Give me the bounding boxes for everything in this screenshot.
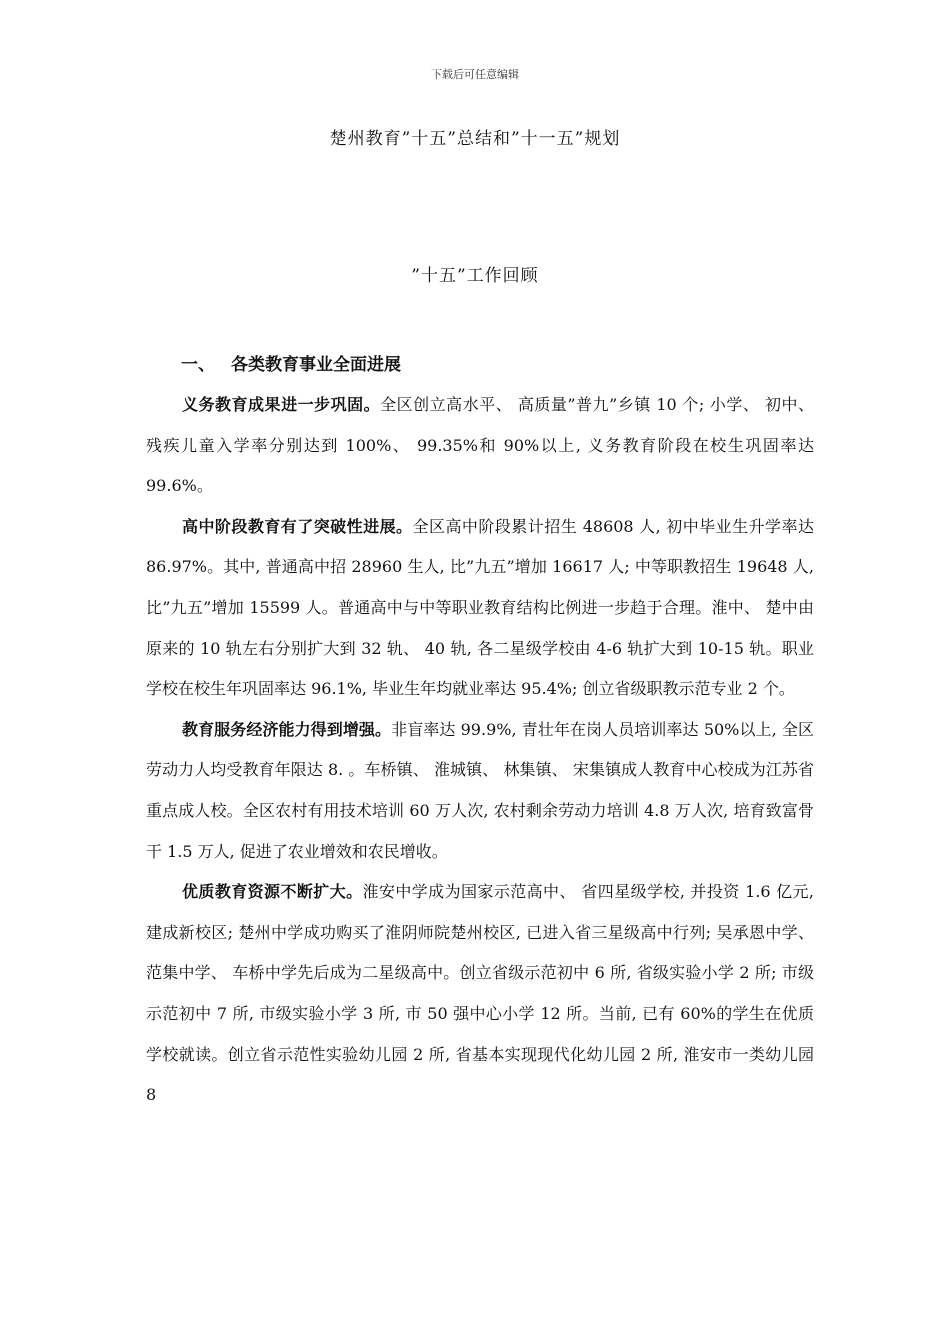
paragraph-lead: 高中阶段教育有了突破性进展。 bbox=[182, 516, 413, 536]
paragraph-lead: 教育服务经济能力得到增强。 bbox=[182, 719, 392, 739]
paragraph-body: 淮安中学成为国家示范高中、 省四星级学校, 并投资 1.6 亿元, 建成新校区; 楚州中学成功购买了淮阴师院楚州校区, 已进入省三星级高中行列; 吴承恩中学、 范集中学、 车桥中学先后成为二星级高中。创立省级示范初中 6 所, 省级实验小学 2 所; 市级示范初中 7 所, 市级实验小学 3 所, 市 50 强中心小学 12 所。当前, 已有 60%的学生在优质学校就读。创立省示范性实验幼儿园 2 所, 省基本实现现代化幼儿园 2 所, 淮安市一类幼儿园 8 bbox=[146, 882, 814, 1105]
heading-number: 一、 bbox=[181, 355, 215, 375]
body-text bbox=[146, 385, 814, 1116]
paragraph-quality-resources bbox=[146, 872, 814, 1116]
paragraph-lead: 义务教育成果进一步巩固。 bbox=[182, 395, 381, 414]
paragraph-high-school-education bbox=[146, 507, 814, 710]
paragraph-economic-service bbox=[146, 710, 814, 872]
paragraph-body: 全区高中阶段累计招生 48608 人, 初中毕业生升学率达 86.97%。其中, 普通高中招 28960 生人, 比”九五”增加 16617 人; 中等职教招生 19648 人, 比”九五”增加 15599 人。普通高中与中等职业教育结构比例进一步趋于合理。淮中、 楚中由原来的 10 轨左右分别扩大到 32 轨、 40 轨, 各二星级学校由 4-6 轨扩大到 10-15 轨。职业学校在校生年巩固率达 96.1%, 毕业生年均就业率达 95.4%; 创立省级职教示范专业 2 个。 bbox=[146, 516, 814, 699]
heading-level-1 bbox=[181, 350, 401, 375]
section-title: ”十五”工作回顾 bbox=[411, 266, 539, 286]
paragraph-compulsory-education bbox=[146, 385, 814, 507]
paragraph-body: 全区创立高水平、 高质量”普九”乡镇 10 个; 小学、 初中、 残疾儿童入学率分别达到 100%、 99.35%和 90%以上, 义务教育阶段在校生巩固率达 99.6%。 bbox=[146, 395, 814, 496]
download-watermark: 下载后可任意编辑 bbox=[431, 68, 519, 81]
paragraph-lead: 优质教育资源不断扩大。 bbox=[182, 882, 363, 902]
heading-text: 各类教育事业全面进展 bbox=[231, 355, 401, 375]
document-title: 楚州教育”十五”总结和”十一五”规划 bbox=[329, 129, 621, 149]
paragraph-body: 非盲率达 99.9%, 青壮年在岗人员培训率达 50%以上, 全区劳动力人均受教育年限达 8. 。车桥镇、 淮城镇、 林集镇、 宋集镇成人教育中心校成为江苏省重点成人校。全区农村有用技术培训 60 万人次, 农村剩余劳动力培训 4.8 万人次, 培育致富骨干 1.5 万人, 促进了农业增效和农民增收。 bbox=[146, 719, 814, 861]
